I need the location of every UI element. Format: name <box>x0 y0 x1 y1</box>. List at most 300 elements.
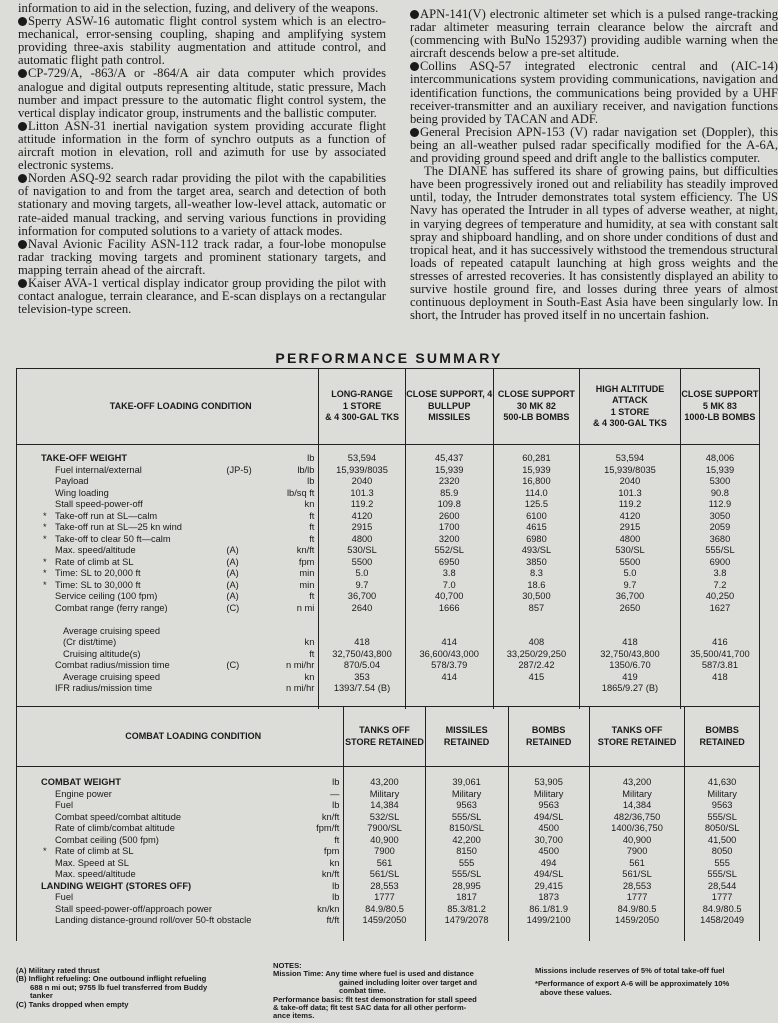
bullet-icon <box>410 10 419 19</box>
row-note <box>226 672 262 684</box>
bullet-icon <box>410 62 419 71</box>
bullet-icon <box>410 128 419 137</box>
column-values-1 <box>319 445 405 709</box>
paragraph-text: Naval Avionic Facility ASN-112 track radar, a four-lobe monopulse radar tracking moving targets and prominent stationary targets, and mapping terrain ahead of the aircraft. <box>18 236 386 277</box>
table-cell-value: 84.9/80.5 <box>617 903 657 914</box>
row-name <box>41 453 226 465</box>
table-cell-value: 1459/2050 <box>362 915 407 925</box>
takeoff-condition-header: TAKE-OFF LOADING CONDITION <box>17 369 319 445</box>
row-unit: lb <box>332 777 340 787</box>
column-values-4 <box>589 767 685 941</box>
table-cell-value: 561 <box>629 857 645 868</box>
row-unit: ft <box>309 533 315 544</box>
footnote-line: Missions include reserves of 5% of total take-off fuel <box>535 966 725 975</box>
row-name <box>41 812 251 824</box>
row-label <box>41 869 343 881</box>
footnotes-notes <box>273 962 503 1021</box>
table-cell-value: 4500 <box>538 846 559 856</box>
table-cell-value <box>319 626 404 638</box>
footnotes-left <box>16 967 256 1009</box>
takeoff-header-row <box>17 369 760 445</box>
row-name-text: Cruising altitude(s) <box>63 648 141 659</box>
row-unit: n mi <box>296 602 315 613</box>
row-name-text: Stall speed-power-off/approach power <box>55 903 212 914</box>
table-cell-value: 114.0 <box>525 487 548 498</box>
table-cell-value: 3.8 <box>442 568 456 578</box>
asterisk-icon: * <box>43 533 47 544</box>
row-label <box>41 534 318 546</box>
row-name-text: * Time: SL to 30,000 ft <box>43 579 141 590</box>
row-note: (A) <box>226 591 239 601</box>
bullet-icon <box>18 279 27 288</box>
table-cell-value: 4615 <box>526 522 547 532</box>
article-paragraph <box>18 277 386 316</box>
row-label <box>41 812 343 824</box>
row-unit: kn/ft <box>321 811 340 822</box>
table-cell-value <box>580 626 680 638</box>
table-cell-value: 41,630 <box>707 777 737 787</box>
row-label <box>41 488 318 500</box>
table-cell-value: 415 <box>528 671 545 682</box>
row-label <box>41 465 318 477</box>
row-name <box>41 800 251 812</box>
table-cell-value: 6900 <box>709 556 731 567</box>
combat-performance-table <box>16 706 760 941</box>
asterisk-icon: * <box>43 568 47 578</box>
table-cell-value: 5300 <box>709 476 731 486</box>
row-label <box>41 846 343 858</box>
row-name <box>41 881 251 893</box>
table-cell-value: 29,415 <box>534 880 563 891</box>
table-cell-value: 30,500 <box>522 591 551 601</box>
row-note <box>251 835 287 847</box>
row-gap <box>406 614 493 626</box>
bullet-icon <box>18 17 27 26</box>
table-cell-value: 35,500/41,700 <box>690 648 750 659</box>
row-name-text: Fuel <box>55 892 74 902</box>
row-label <box>41 858 343 870</box>
footnotes-right <box>535 967 775 997</box>
table-cell-value: 1817 <box>456 892 477 902</box>
table-cell-value: 353 <box>354 671 370 682</box>
row-label <box>41 800 343 812</box>
table-cell-value: 4800 <box>619 533 641 544</box>
table-cell-value: Military <box>533 788 564 799</box>
paragraph-text: Litton ASN-31 inertial navigation system providing accurate flight attitude information in the form of synchro outputs as a function of aircraft motion in elevation, roll and azimuth for use by associated electronic systems. <box>18 118 386 173</box>
table-cell-value: 3.8 <box>713 568 727 578</box>
table-cell-value: 1627 <box>709 602 731 613</box>
table-cell-value: 2059 <box>709 522 731 532</box>
takeoff-body-row <box>17 445 760 709</box>
row-name-text: Service ceiling (100 fpm) <box>55 591 158 601</box>
row-name <box>41 522 226 534</box>
table-cell-value: 109.8 <box>437 499 461 509</box>
table-cell-value: 43,200 <box>622 777 652 787</box>
table-cell-value: 555/SL <box>451 869 482 879</box>
paragraph-text: Sperry ASW-16 automatic flight control system which is an electro-mechanical, error-sensing coupling, shaping and amplifying system providing three-axis stability augmentation and attitude control, and automatic flight path control. <box>18 14 386 68</box>
article-paragraph <box>18 67 386 119</box>
table-cell-value: 2650 <box>619 602 641 613</box>
row-unit: ft <box>334 834 340 845</box>
table-cell-value: 482/36,750 <box>613 811 661 822</box>
table-cell-value: 6100 <box>526 510 547 521</box>
row-note <box>251 869 287 881</box>
table-cell-value: 119.2 <box>618 499 642 509</box>
row-unit: ft <box>309 510 315 521</box>
paragraph-text: CP-729/A, -863/A or -864/A air data computer which provides analogue and digital outputs representing altitude, static pressure, Mach number and impact pressure to the automatic flight control system, the vertical display indicator group, instruments and the ballistic computer. <box>18 66 386 120</box>
row-name <box>41 869 251 881</box>
row-note <box>251 777 287 789</box>
row-note <box>226 499 262 511</box>
row-name <box>41 545 226 557</box>
row-label <box>41 823 343 835</box>
table-cell-value: 15,939/8035 <box>336 464 388 475</box>
table-cell-value: 101.3 <box>618 487 642 498</box>
footnote-line: 688 n mi out; 9755 lb fuel transferred from Buddy <box>30 982 208 992</box>
article-paragraph <box>410 126 778 165</box>
row-label <box>41 915 343 927</box>
table-cell-value: 2915 <box>619 522 641 532</box>
table-cell-value: 125.5 <box>524 499 549 509</box>
article-left-column <box>18 2 386 316</box>
row-name <box>41 511 226 523</box>
row-note <box>226 453 262 465</box>
row-note <box>226 476 262 488</box>
article-paragraph <box>410 8 778 60</box>
row-unit: ft <box>309 522 315 532</box>
column-values-1 <box>344 767 425 941</box>
table-cell-value: 39,061 <box>452 777 481 787</box>
table-cell-value: 2915 <box>351 522 373 532</box>
table-title: PERFORMANCE SUMMARY <box>275 350 503 366</box>
row-note <box>251 915 287 927</box>
table-cell-value: 2600 <box>438 510 460 521</box>
asterisk-icon: * <box>43 846 47 856</box>
row-unit: kn <box>304 637 315 647</box>
table-cell-value: 30,700 <box>534 834 563 845</box>
row-name-text: Engine power <box>55 788 112 799</box>
row-label <box>41 660 318 672</box>
table-cell-value: 28,553 <box>622 880 652 891</box>
table-cell-value: 28,995 <box>452 880 481 891</box>
row-name <box>41 649 226 661</box>
row-note: (A) <box>226 579 239 590</box>
row-note <box>251 904 287 916</box>
table-cell-value: 419 <box>622 671 638 682</box>
row-name-text: * Rate of climb at SL <box>43 556 134 567</box>
row-name <box>41 660 226 672</box>
table-cell-value: 857 <box>528 602 545 613</box>
row-name <box>41 846 251 858</box>
row-name <box>41 591 226 603</box>
table-cell-value: 5.0 <box>355 568 369 578</box>
row-name <box>41 789 251 801</box>
table-cell-value: 36,700 <box>615 591 645 601</box>
row-name <box>41 672 226 684</box>
footnote-line: gained including loiter over target and <box>339 977 477 987</box>
row-label <box>41 476 318 488</box>
column-header-3: BOMBS RETAINED <box>508 707 589 767</box>
row-note <box>251 812 287 824</box>
footnote-line: (C) Tanks dropped when empty <box>16 999 129 1009</box>
table-cell-value: 101.3 <box>350 487 374 498</box>
table-cell-value: 4500 <box>538 823 559 833</box>
table-cell-value: 84.9/80.5 <box>702 903 742 914</box>
row-name-text: Average cruising speed <box>63 625 160 636</box>
table-cell-value: 112.9 <box>708 499 732 509</box>
table-cell-value: 494/SL <box>533 869 564 879</box>
row-note <box>226 649 262 661</box>
row-note <box>251 892 287 904</box>
row-note: (C) <box>226 660 240 670</box>
table-cell-value: 15,939 <box>435 464 464 475</box>
asterisk-icon: * <box>43 556 47 567</box>
table-cell-value: Military <box>707 788 737 799</box>
table-cell-value <box>494 626 579 638</box>
row-name-text: * Take-off run at SL—25 kn wind <box>43 522 182 532</box>
table-cell-value: 1479/2078 <box>444 915 489 925</box>
combat-header-row <box>17 707 760 767</box>
row-name <box>41 626 226 638</box>
row-label <box>41 591 318 603</box>
table-cell-value: 4120 <box>351 510 373 521</box>
row-note <box>251 881 287 893</box>
column-header-1: TANKS OFF STORE RETAINED <box>344 707 425 767</box>
table-cell-value: Military <box>369 788 400 799</box>
table-cell-value: 53,594 <box>347 453 377 463</box>
row-name <box>41 557 226 569</box>
table-cell-value <box>681 626 759 638</box>
table-cell-value: 555/SL <box>707 811 737 822</box>
combat-labels-cell <box>17 767 344 941</box>
article-paragraph <box>410 60 778 125</box>
row-note <box>226 522 262 534</box>
row-note: (A) <box>226 568 239 578</box>
column-values-2 <box>425 767 508 941</box>
table-cell-value: 85.9 <box>440 487 459 498</box>
row-unit: lb/lb <box>297 464 315 475</box>
table-cell-value: 4120 <box>619 510 641 521</box>
row-name <box>41 683 226 695</box>
row-name <box>41 858 251 870</box>
row-note <box>251 823 287 835</box>
table-cell-value: 2640 <box>351 602 373 613</box>
row-label <box>41 835 343 847</box>
column-values-5 <box>680 445 759 709</box>
column-values-5 <box>685 767 760 941</box>
row-unit: min <box>299 568 315 578</box>
row-unit: lb <box>307 476 315 486</box>
article-paragraph <box>18 172 386 237</box>
paragraph-text: Kaiser AVA-1 vertical display indicator group providing the pilot with contact analogue, terrain clearance, and E-scan displays on a rectangular television-type screen. <box>18 275 386 317</box>
row-note <box>226 511 262 523</box>
table-cell-value: 3200 <box>438 533 460 544</box>
table-cell-value: 1393/7.54 (B) <box>333 683 391 693</box>
table-cell-value: 86.1/81.9 <box>529 903 569 914</box>
row-unit: lb/sq ft <box>286 487 315 498</box>
row-name <box>41 476 226 488</box>
table-cell-value: 42,200 <box>452 834 481 845</box>
table-cell-value: 561/SL <box>622 869 652 879</box>
table-cell-value: 414 <box>441 637 457 647</box>
row-name-text: * Take-off run at SL—calm <box>43 510 158 521</box>
table-cell-value: 530/SL <box>615 545 645 555</box>
bullet-icon <box>18 69 27 78</box>
row-label <box>41 499 318 511</box>
table-cell-value: 287/2.42 <box>518 660 555 670</box>
column-header-4: HIGH ALTITUDE ATTACK 1 STORE & 4 300-GAL TKS <box>580 369 681 445</box>
row-label <box>41 545 318 557</box>
row-name-text: * Time: SL to 20,000 ft <box>43 568 141 578</box>
table-cell-value: 2040 <box>619 476 641 486</box>
table-cell-value: 7.2 <box>713 579 727 590</box>
table-cell-value: 48,006 <box>705 453 735 463</box>
row-note <box>226 683 262 695</box>
table-cell-value: 33,250/29,250 <box>506 648 567 659</box>
row-gap <box>681 614 759 626</box>
combat-condition-header: COMBAT LOADING CONDITION <box>17 707 344 767</box>
table-cell-value: 578/3.79 <box>431 660 468 670</box>
table-cell-value: 1350/6.70 <box>609 660 651 670</box>
row-name-text: Stall speed-power-off <box>55 499 143 509</box>
table-cell-value: 15,939/8035 <box>604 464 656 475</box>
row-label <box>41 568 318 580</box>
footnote-line: Mission Time: Any time where fuel is used and distance <box>273 969 474 979</box>
table-cell-value: 36,600/43,000 <box>419 648 479 659</box>
footnote-line: (B) Inflight refueling: One outbound inflight refueling <box>16 974 207 984</box>
article-paragraph <box>18 238 386 277</box>
footnote-line: (A) Military rated thrust <box>16 966 100 975</box>
row-unit: lb <box>307 453 315 463</box>
row-gap <box>319 614 404 626</box>
row-unit: fpm/ft <box>316 823 340 833</box>
takeoff-performance-table <box>16 368 760 709</box>
paragraph-text: General Precision APN-153 (V) radar navigation set (Doppler), this being an all-weather pulsed radar specifically modified for the A-6A, and providing ground speed and drift angle to the ballistics computer. <box>410 124 778 166</box>
table-cell-value: 43,200 <box>370 777 399 787</box>
table-cell-value: 40,900 <box>370 834 399 845</box>
table-cell-value: 2040 <box>351 476 373 486</box>
row-label <box>41 649 318 661</box>
article-paragraph <box>410 165 778 322</box>
table-cell-value: 418 <box>354 637 370 647</box>
table-cell-value: 3680 <box>709 533 731 544</box>
row-name <box>41 603 226 615</box>
row-name <box>41 835 251 847</box>
table-cell-value: 9563 <box>456 800 477 810</box>
table-cell-value: 870/5.04 <box>343 660 381 670</box>
table-cell-value: 561/SL <box>369 869 400 879</box>
row-unit: — <box>330 788 340 799</box>
table-cell-value: 53,905 <box>534 777 563 787</box>
table-cell-value: 36,700 <box>347 591 377 601</box>
table-cell-value: 40,900 <box>622 834 652 845</box>
table-cell-value: 9.7 <box>355 579 369 590</box>
paragraph-text: information to aid in the selection, fuzing, and delivery of the weapons. <box>18 1 379 15</box>
bullet-icon <box>18 174 27 183</box>
row-unit: lb <box>332 800 340 810</box>
row-name <box>41 637 226 649</box>
paragraph-text: Norden ASQ-92 search radar providing the pilot with the capabilities of navigation to and from the target area, search and detection of both stationary and moving targets, all-weather low-level attack, automatic or rate-aided manual tracking, and serving various functions in providing information for computed solutions to a variety of attack modes. <box>18 171 386 238</box>
row-label <box>41 557 318 569</box>
table-cell-value: 555/SL <box>705 545 735 555</box>
table-cell-value: Military <box>451 788 482 799</box>
footnote-line: & take-off data; flt test SAC data for all other perform- <box>273 1003 467 1013</box>
table-cell-value: 90.8 <box>710 487 729 498</box>
footnote-line: above these values. <box>540 987 612 997</box>
table-cell-value: 561 <box>376 857 393 868</box>
row-label <box>41 603 318 615</box>
row-name <box>41 499 226 511</box>
column-header-3: CLOSE SUPPORT 30 MK 82 500-LB BOMBS <box>493 369 579 445</box>
table-cell-value: 3050 <box>709 510 731 521</box>
column-header-5: CLOSE SUPPORT 5 MK 83 1000-LB BOMBS <box>680 369 759 445</box>
table-cell-value: 9563 <box>538 800 559 810</box>
row-unit: n mi/hr <box>285 660 315 670</box>
table-cell-value: 9563 <box>711 800 733 810</box>
row-name-text: Max. speed/altitude <box>55 545 136 555</box>
row-label <box>41 580 318 592</box>
paragraph-text: Collins ASQ-57 integrated electronic central and (AIC-14) intercommunications system providing communications, navigation and identification functions, the communications being provided by a UHF receiver-transmitter and an auxiliary receiver, and navigation functions being provided by TACAN and ADF. <box>410 59 778 126</box>
table-cell-value: Military <box>622 788 652 799</box>
table-cell-value: 7900 <box>626 846 648 856</box>
column-header-1: LONG-RANGE 1 STORE & 4 300-GAL TKS <box>319 369 405 445</box>
row-label <box>41 522 318 534</box>
table-cell-value: 15,939 <box>522 464 551 475</box>
row-label <box>41 672 318 684</box>
paragraph-text: APN-141(V) electronic altimeter set which is a pulsed range-tracking radar altimeter measuring terrain clearance below the aircraft and (commencing with BuNo 152937) providing audible warning when the aircraft descends below a pre-set altitude. <box>410 7 778 61</box>
column-values-2 <box>405 445 493 709</box>
table-cell-value: 28,553 <box>370 880 399 891</box>
column-header-4: TANKS OFF STORE RETAINED <box>589 707 685 767</box>
row-label <box>41 453 318 465</box>
row-unit: kn/ft <box>296 545 315 555</box>
table-cell-value: 1700 <box>438 522 460 532</box>
table-cell-value: 8150/SL <box>449 823 484 833</box>
table-cell-value: 587/3.81 <box>701 660 739 670</box>
row-name <box>41 777 251 789</box>
asterisk-icon: * <box>43 579 47 590</box>
row-label <box>41 626 318 638</box>
combat-body-row <box>17 767 760 941</box>
table-cell-value: 45,437 <box>435 453 464 463</box>
row-name-text: Landing distance-ground roll/over 50-ft obstacle <box>55 915 252 925</box>
row-name <box>41 823 251 835</box>
row-name <box>41 580 226 592</box>
table-cell-value: 41,500 <box>707 834 737 845</box>
table-cell-value: 7.0 <box>442 579 456 590</box>
table-cell-value: 7900/SL <box>367 823 402 833</box>
table-cell-value: 7900 <box>374 846 395 856</box>
row-name-text: Average cruising speed <box>63 671 160 682</box>
row-name-text: Rate of climb/combat altitude <box>55 823 175 833</box>
row-note <box>226 637 262 649</box>
table-cell-value: 16,800 <box>522 476 551 486</box>
table-cell-value: 60,281 <box>522 453 551 463</box>
row-note <box>226 534 262 546</box>
table-cell-value: 119.2 <box>350 499 374 509</box>
table-cell-value: 5500 <box>619 556 641 567</box>
row-unit: fpm <box>298 556 315 567</box>
row-note <box>251 858 287 870</box>
notes-title: NOTES: <box>273 961 302 970</box>
row-note <box>226 488 262 500</box>
paragraph-text: The DIANE has suffered its share of growing pains, but difficulties have been progressively ironed out and reliability has steadily improved until, today, the Intruder demonstrates total system efficiency. The US Navy has operated the Intruder in all types of adverse weather, at night, in varying degrees of temperature and humidity, at sea with constant salt spray and shipboard handling, and on shore under conditions of dust and tropical heat, and it has successively withstood the tremendous structural loads of repeated catapult launching at high gross weights and the stresses of arrested recoveries. It has consistently displayed an ability to survive hostile ground fire, and losses during three years of almost continuous deployment in South-East Asia have been singularly low. In short, the Intruder has proved itself in no uncertain fashion. <box>410 164 778 323</box>
row-unit: kn <box>304 499 315 509</box>
row-gap <box>580 614 680 626</box>
footnote-line: ance items. <box>273 1011 315 1021</box>
table-cell-value: 5500 <box>351 556 373 567</box>
row-gap <box>41 614 318 626</box>
